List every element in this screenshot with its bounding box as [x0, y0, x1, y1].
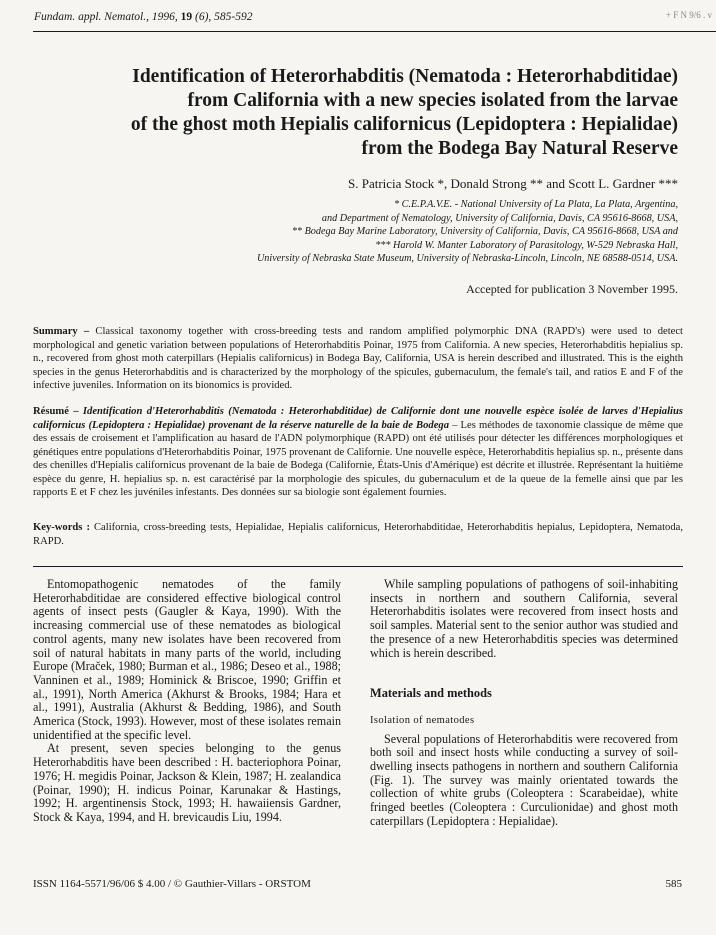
resume-abstract: [33, 405, 683, 500]
affiliations: [58, 198, 678, 266]
journal-issue-pages: (6), 585-592: [195, 11, 253, 23]
body-paragraph: Entomopathogenic nematodes of the family Heterorhabditidae are considered effective biological control agents of insect pests (Gaugler & Kaya, 1990). With the increasing commercial use of these nematodes as biological control agents, many new isolates have been recovered from soil of natural habitats in many parts of the world, including Europe (Mraček, 1980; Burman et al., 1986; Deseo et al., 1988; Vanninen et al., 1989; Hominick & Briscoe, 1990; Griffin et al., 1991), North America (Akhurst & Brooks, 1984; Hara et al., 1991), Australia (Akhurst & Bedding, 1986), and South America (Stock, 1993). However, most of these isolates remain unidentified at the specific level.: [33, 577, 341, 742]
title-line: of the ghost moth Hepialis californicus (Lepidoptera : Hepialidae): [130, 114, 678, 135]
keywords-text: California, cross-breeding tests, Hepialidae, Hepialis californicus, Heterorhabditidae, Heterorhabditis hepialus, Lepidoptera, Nematoda, RAPD.: [33, 522, 683, 547]
affiliation-line: University of Nebraska State Museum, University of Nebraska-Lincoln, Lincoln, NE 68588-0514, USA.: [256, 253, 678, 265]
right-column: [370, 578, 678, 829]
journal-name: Fundam. appl. Nematol.,: [34, 11, 149, 23]
section-heading: Materials and methods: [370, 686, 492, 701]
title-line: from the Bodega Bay Natural Reserve: [361, 138, 678, 159]
affiliation-line: ** Bodega Bay Marine Laboratory, University of California, Davis, CA 95616-8668, USA and: [291, 226, 678, 238]
authors: S. Patricia Stock *, Donald Strong ** and Scott L. Gardner ***: [347, 176, 678, 191]
affiliation-line: and Department of Nematology, University of California, Davis, CA 95616-8668, USA,: [321, 212, 678, 224]
keywords: [33, 521, 683, 548]
resume-text: – Les méthodes de taxonomie classique de même que des essais de croisement et l'amplification au hasard de l'ADN polymorphique (RAPD) ont été utilisés pour détecter les différences morphologiques et génétiques entre populations d'Heterorhabditis Poinar, 1975 provenant de Californie. Une nouvelle espèce, Heterorhabditis hepialius sp. n., présente dans des chenilles d'Hepialis californicus provenant de la baie de Bodega (Californie, États-Unis d'Amérique) est décrite et illustrée. Représentant la huitième espèce du genre, H. hepialius sp. n. est caractérisé par la morphologie des spicules, du gubernaculum et de la queue de la femelle ainsi que par les rapports E et F chez les juvéniles infestants. Des données sur sa biologie sont également fournies.: [33, 419, 684, 498]
title-line: Identification of Heterorhabditis (Nematoda : Heterorhabditidae): [132, 66, 678, 87]
page-number: 585: [665, 878, 682, 890]
article-title: [18, 65, 678, 161]
footer-issn: ISSN 1164-5571/96/06 $ 4.00 / © Gauthier-Villars - ORSTOM: [33, 878, 311, 890]
journal-year: 1996,: [151, 11, 178, 23]
body-paragraph: At present, seven species belonging to the genus Heterorhabditis have been described : H. bacteriophora Poinar, 1976; H. megidis Poinar, Jackson & Klein, 1987; H. zealandica (Poinar, 1990); H. indicus Poinar, Karunakar & Hastings, 1992; H. argentinensis Stock, 1993; H. hawaiiensis Gardner, Stock & Kaya, 1994, and H. brevicaudis Liu, 1994.: [33, 741, 341, 824]
section-divider: [33, 566, 683, 567]
subsection-heading: Isolation of nematodes: [370, 714, 475, 726]
corner-mark: + F N 9/6 . v: [665, 10, 712, 20]
title-line: from California with a new species isolated from the larvae: [187, 90, 678, 111]
summary-text: Classical taxonomy together with cross-breeding tests and random amplified polymorphic DNA (RAPD's) were used to detect morphological and genetic variation between populations of Heterorhabditis Poinar, 1975 from California. A new species, Heterorhabditis hepialius sp. n., recovered from ghost moth caterpillars (Hepialis californicus) in Bodega Bay, California, USA is herein described and illustrated. This is the eighth species in the genus Heterorhabditis and is characterized by the morphology of the spicules, gubernaculum, the female's tail, and ratios E and F of the infective juveniles. Information on its bionomics is provided.: [33, 326, 683, 391]
accepted-date: Accepted for publication 3 November 1995.: [466, 282, 678, 296]
journal-volume: 19: [180, 11, 193, 23]
body-paragraph: Several populations of Heterorhabditis were recovered from both soil and insect hosts while conducting a survey of soil-dwelling insects pathogens in northern and southern California (Fig. 1). The survey was mainly orientated towards the collection of white grubs (Coleoptera : Scarabeidae), white fringed beetles (Coleoptera : Curculionidae) and ghost moth caterpillars (Lepidoptera : Hepialidae).: [370, 731, 678, 828]
resume-label: Résumé –: [33, 406, 79, 417]
body-paragraph: While sampling populations of pathogens of soil-inhabiting insects in northern and southern California, several Heterorhabditis isolates were recovered from insect hosts and soil samples. Material sent to the senior author was studied and the presence of a new Heterorhabditis species was determined which is herein described.: [370, 577, 678, 660]
keywords-label: Key-words :: [33, 522, 90, 533]
summary-abstract: [33, 325, 683, 393]
affiliation-line: * C.E.P.A.V.E. - National University of La Plata, La Plata, Argentina,: [393, 199, 678, 210]
summary-label: Summary –: [33, 326, 90, 337]
running-head: [34, 11, 253, 23]
affiliation-line: *** Harold W. Manter Laboratory of Parasitology, W-529 Nebraska Hall,: [375, 239, 678, 251]
left-column: [33, 578, 341, 825]
resume-title: Identification d'Heterorhabditis (Nematoda : Heterorhabditidae) de Californie dont une nouvelle espèce isolée de larves d'Hepialius californicus (Lepidoptera : Hepialidae) provenant de la réserve naturelle de la baie de Bodega: [33, 406, 683, 431]
header-rule: [33, 31, 716, 32]
